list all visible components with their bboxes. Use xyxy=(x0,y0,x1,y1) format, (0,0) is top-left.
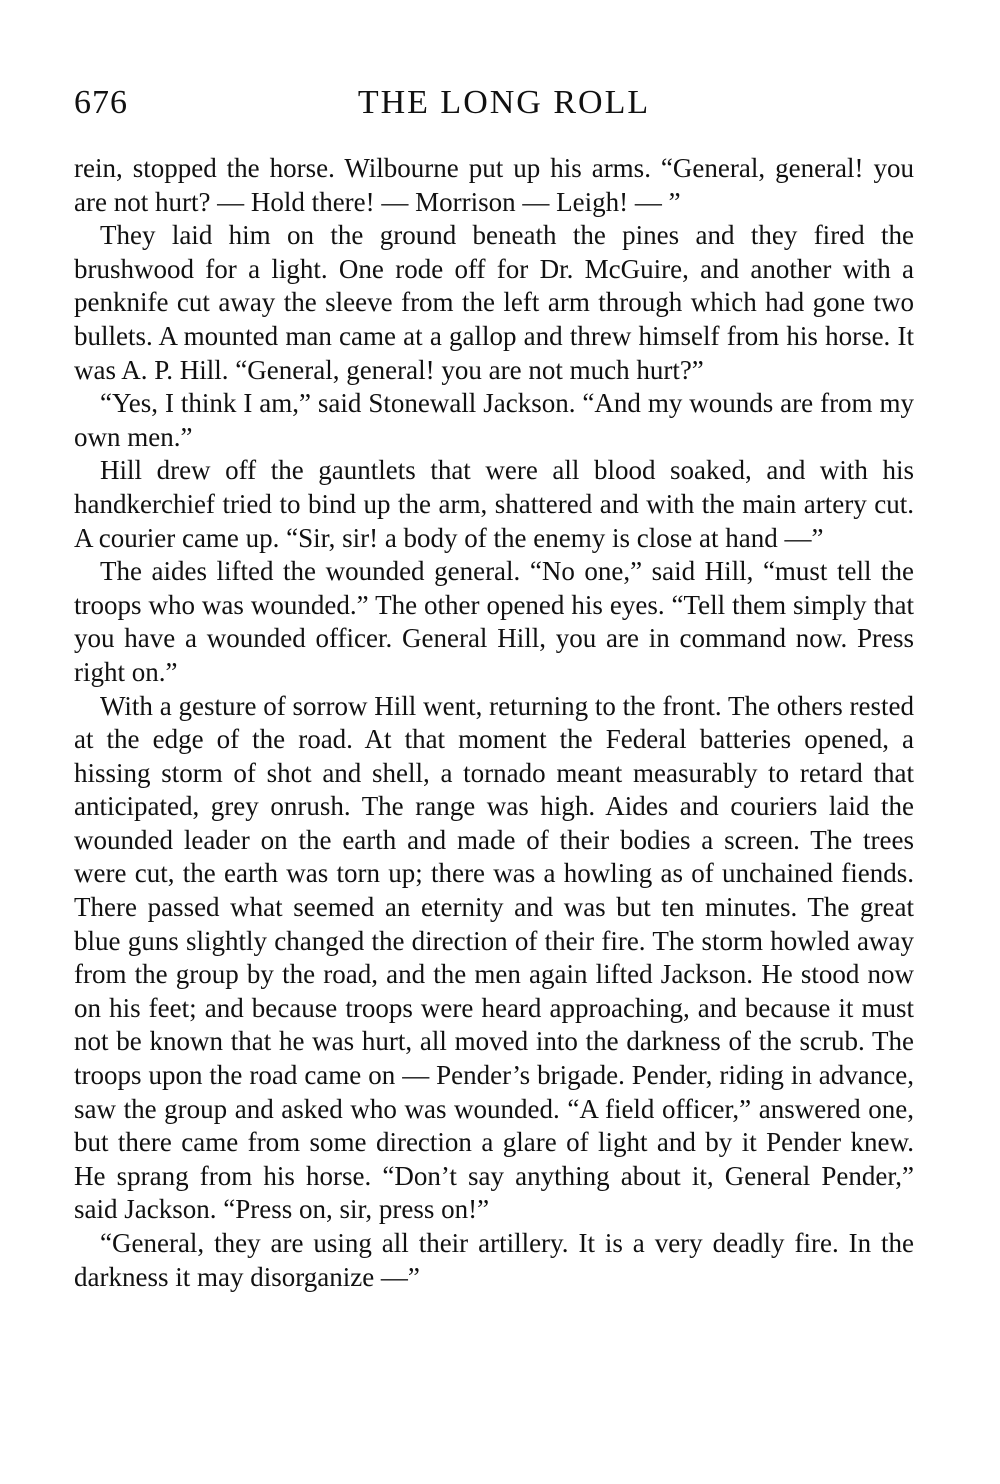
paragraph-1: rein, stopped the horse. Wilbourne put up his arms. “General, general! you are not hurt? — Hold there! — Morrison — Leigh! — ” xyxy=(74,153,914,217)
paragraph-3: “Yes, I think I am,” said Stonewall Jackson. “And my wounds are from my own men.” xyxy=(74,388,914,452)
body-text xyxy=(74,152,914,1294)
paragraph-2: They laid him on the ground beneath the pines and they fired the brushwood for a light. One rode off for Dr. McGuire, and another with a penknife cut away the sleeve from the left arm through which had gone two bullets. A mounted man came at a gallop and threw himself from his horse. It was A. P. Hill. “General, general! you are not much hurt?” xyxy=(74,220,914,385)
page-header xyxy=(74,84,914,136)
paragraph-4: Hill drew off the gauntlets that were all blood soaked, and with his handkerchief tried to bind up the arm, shattered and with the main artery cut. A courier came up. “Sir, sir! a body of the enemy is close at hand —” xyxy=(74,455,914,553)
page-number: 676 xyxy=(74,84,128,121)
paragraph-5: The aides lifted the wounded general. “No one,” said Hill, “must tell the troops who was wounded.” The other opened his eyes. “Tell them simply that you have a wounded officer. General Hill, you are in command now. Press right on.” xyxy=(74,556,914,687)
paragraph-6: With a gesture of sorrow Hill went, returning to the front. The others rested at the edge of the road. At that moment the Federal batteries opened, a hissing storm of shot and shell, a tornado meant measurably to retard that anticipated, grey onrush. The range was high. Aides and couriers laid the wounded leader on the earth and made of their bodies a screen. The trees were cut, the earth was torn up; there was a howling as of unchained fiends. There passed what seemed an eternity and was but ten minutes. The great blue guns slightly changed the direction of their fire. The storm howled away from the group by the road, and the men again lifted Jackson. He stood now on his feet; and because troops were heard approaching, and because it must not be known that he was hurt, all moved into the darkness of the scrub. The troops upon the road came on — Pender’s brigade. Pender, riding in advance, saw the group and asked who was wounded. “A field officer,” answered one, but there came from some direction a glare of light and by it Pender knew. He sprang from his horse. “Don’t say anything about it, General Pender,” said Jackson. “Press on, sir, press on!” xyxy=(74,690,914,1225)
running-title: THE LONG ROLL xyxy=(357,84,651,121)
paragraph-7: “General, they are using all their artillery. It is a very deadly fire. In the darkness it may disorganize —” xyxy=(74,1228,914,1292)
book-page xyxy=(74,84,914,1294)
